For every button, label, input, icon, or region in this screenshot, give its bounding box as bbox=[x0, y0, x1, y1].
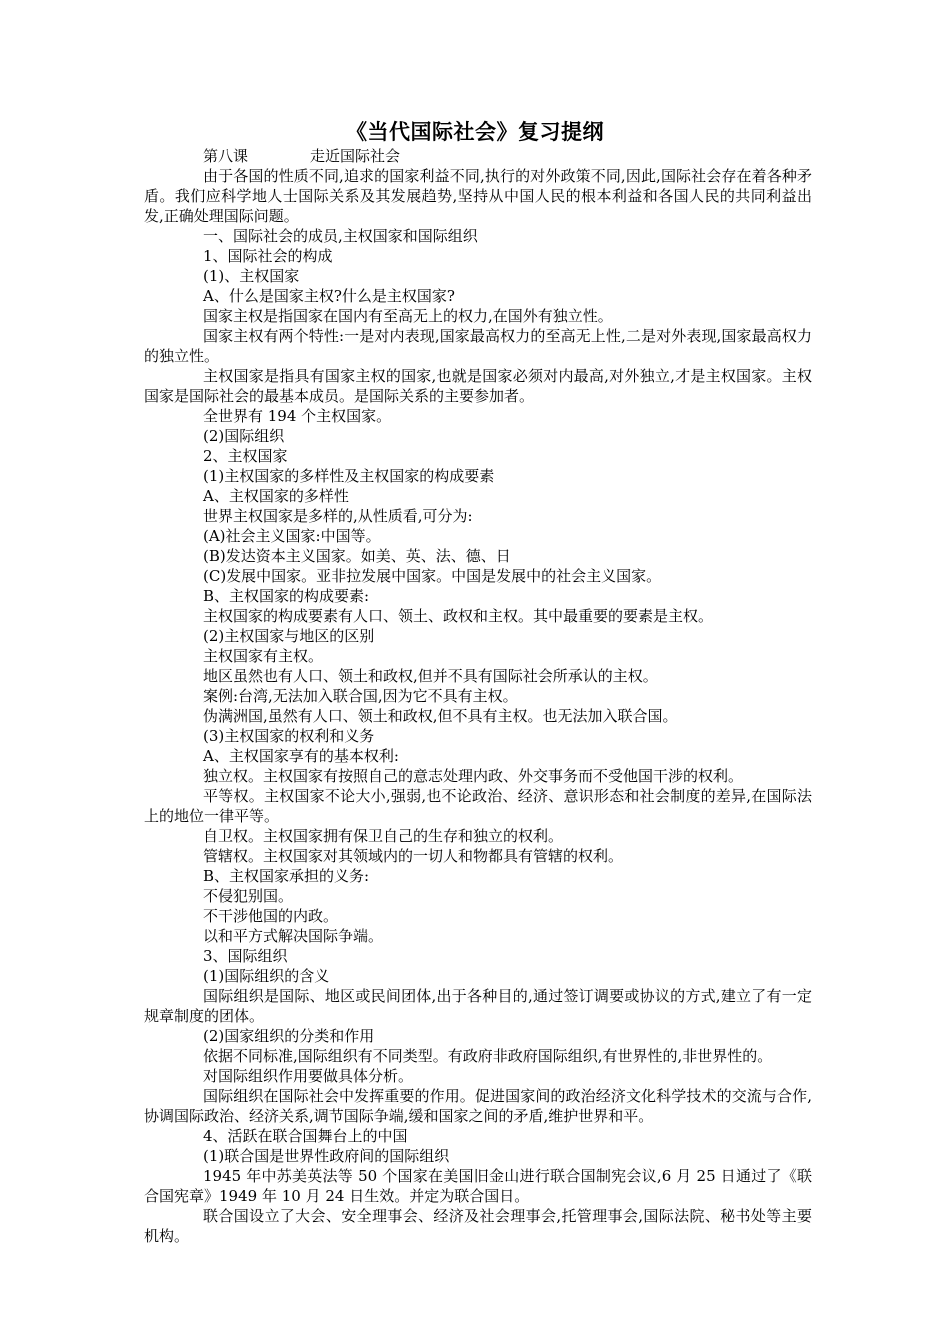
subsection-heading: A、主权国家享有的基本权利: bbox=[203, 747, 399, 765]
subsection-heading: (1)国际组织的含义 bbox=[203, 967, 330, 985]
paragraph: 世界主权国家是多样的,从性质看,可分为: bbox=[203, 507, 473, 525]
paragraph: 案例:台湾,无法加入联合国,因为它不具有主权。 bbox=[203, 687, 518, 705]
list-item: 管辖权。主权国家对其领域内的一切人和物都具有管辖的权利。 bbox=[203, 847, 624, 865]
list-item: (C)发展中国家。亚非拉发展中国家。中国是发展中的社会主义国家。 bbox=[203, 567, 662, 585]
paragraph: 主权国家有主权。 bbox=[203, 647, 324, 665]
paragraph: 地区虽然也有人口、领土和政权,但并不具有国际社会所承认的主权。 bbox=[203, 667, 658, 685]
paragraph: 国家主权是指国家在国内有至高无上的权力,在国外有独立性。 bbox=[203, 307, 613, 325]
subsection-heading: (2)主权国家与地区的区别 bbox=[203, 627, 375, 645]
list-item: 不干涉他国的内政。 bbox=[203, 907, 339, 925]
lesson-heading bbox=[144, 146, 812, 166]
paragraph: 依据不同标准,国际组织有不同类型。有政府非政府国际组织,有世界性的,非世界性的。 bbox=[203, 1047, 773, 1065]
subsection-heading: (1)联合国是世界性政府间的国际组织 bbox=[203, 1147, 450, 1165]
paragraph: 伪满洲国,虽然有人口、领土和政权,但不具有主权。也无法加入联合国。 bbox=[203, 707, 678, 725]
subsection-heading: (1)、主权国家 bbox=[203, 267, 300, 285]
paragraph: 主权国家是指具有国家主权的国家,也就是国家必须对内最高,对外独立,才是主权国家。主权国家是国际社会的最基本成员。是国际关系的主要参加者。 bbox=[144, 367, 812, 405]
subsection-heading: 1、国际社会的构成 bbox=[203, 247, 333, 265]
subsection-heading: B、主权国家承担的义务: bbox=[203, 867, 370, 885]
paragraph: 1945 年中苏美英法等 50 个国家在美国旧金山进行联合国制宪会议,6 月 25 日通过了《联合国宪章》1949 年 10 月 24 日生效。并定为联合国日。 bbox=[144, 1167, 812, 1205]
section-heading: 一、国际社会的成员,主权国家和国际组织 bbox=[203, 227, 478, 245]
paragraph: 联合国设立了大会、安全理事会、经济及社会理事会,托管理事会,国际法院、秘书处等主要机构。 bbox=[144, 1207, 812, 1245]
paragraph: 国家主权有两个特性:一是对内表现,国家最高权力的至高无上性,二是对外表现,国家最高权力的独立性。 bbox=[144, 327, 812, 365]
list-item: (B)发达资本主义国家。如美、英、法、德、日 bbox=[203, 547, 511, 565]
subsection-heading: 4、活跃在联合国舞台上的中国 bbox=[203, 1127, 408, 1145]
paragraph: 国际组织在国际社会中发挥重要的作用。促进国家间的政治经济文化科学技术的交流与合作,协调国际政治、经济关系,调节国际争端,缓和国家之间的矛盾,维护世界和平。 bbox=[144, 1087, 812, 1125]
paragraph: 国际组织是国际、地区或民间团体,出于各种目的,通过签订调要或协议的方式,建立了有一定规章制度的团体。 bbox=[144, 987, 812, 1025]
list-item: (A)社会主义国家:中国等。 bbox=[203, 527, 381, 545]
subsection-heading: (2)国际组织 bbox=[203, 427, 285, 445]
subsection-heading: (2)国家组织的分类和作用 bbox=[203, 1027, 375, 1045]
lesson-number: 第八课 bbox=[203, 147, 249, 165]
document-title: 《当代国际社会》复习提纲 bbox=[346, 120, 604, 144]
subsection-heading: 2、主权国家 bbox=[203, 447, 288, 465]
list-item: 不侵犯别国。 bbox=[203, 887, 294, 905]
paragraph: 主权国家的构成要素有人口、领土、政权和主权。其中最重要的要素是主权。 bbox=[203, 607, 714, 625]
paragraph: 全世界有 194 个主权国家。 bbox=[203, 407, 392, 425]
subsection-heading: A、主权国家的多样性 bbox=[203, 487, 349, 505]
document-body bbox=[144, 146, 812, 1246]
question: A、什么是国家主权?什么是主权国家? bbox=[203, 287, 455, 305]
list-item: 以和平方式解决国际争端。 bbox=[203, 927, 384, 945]
subsection-heading: B、主权国家的构成要素: bbox=[203, 587, 370, 605]
subsection-heading: (3)主权国家的权利和义务 bbox=[203, 727, 375, 745]
paragraph: 由于各国的性质不同,追求的国家利益不同,执行的对外政策不同,因此,国际社会存在着各种矛盾。我们应科学地人士国际关系及其发展趋势,坚持从中国人民的根本利益和各国人民的共同利益出发,正确处理国际问题。 bbox=[144, 167, 812, 225]
lesson-name: 走近国际社会 bbox=[310, 147, 401, 165]
list-item: 平等权。主权国家不论大小,强弱,也不论政治、经济、意识形态和社会制度的差异,在国际法上的地位一律平等。 bbox=[144, 787, 812, 825]
list-item: 自卫权。主权国家拥有保卫自己的生存和独立的权利。 bbox=[203, 827, 564, 845]
paragraph: 对国际组织作用要做具体分析。 bbox=[203, 1067, 414, 1085]
subsection-heading: (1)主权国家的多样性及主权国家的构成要素 bbox=[203, 467, 495, 485]
list-item: 独立权。主权国家有按照自己的意志处理内政、外交事务而不受他国干涉的权利。 bbox=[203, 767, 744, 785]
subsection-heading: 3、国际组织 bbox=[203, 947, 288, 965]
